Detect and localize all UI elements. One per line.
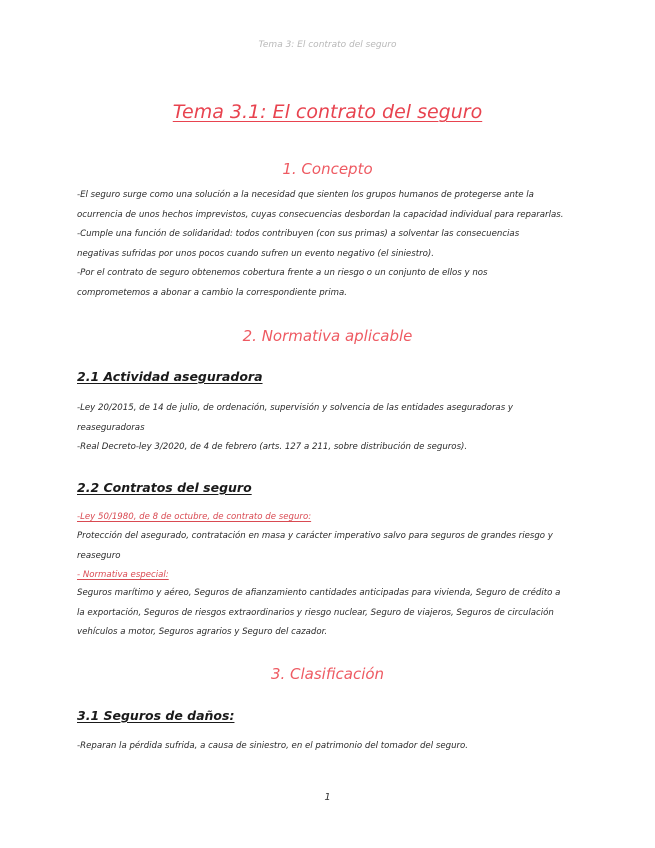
text-line: la exportación, Seguros de riesgos extraordinarios y riesgo nuclear, Seguro de viajeros, Seguros de circulación <box>77 607 554 618</box>
text-line: -El seguro surge como una solución a la necesidad que sienten los grupos humanos de protegerse ante la <box>77 190 534 200</box>
paragraph-danos <box>77 737 577 757</box>
paragraph-concepto <box>77 186 577 303</box>
page-number: 1 <box>324 792 331 803</box>
text-line: vehículos a motor, Seguros agrarios y Seguro del cazador. <box>77 627 328 637</box>
text-line: -Ley 20/2015, de 14 de julio, de ordenación, supervisión y solvencia de las entidades aseguradoras y <box>77 403 513 413</box>
text-line: reaseguradoras <box>77 422 145 433</box>
text-line: -Cumple una función de solidaridad: todos contribuyen (con sus primas) a solventar las consecuencias <box>77 229 520 239</box>
text-line: Seguros marítimo y aéreo, Seguros de afianzamiento cantidades anticipadas para vivienda, Seguro de crédito a <box>77 588 561 598</box>
paragraph-actividad <box>77 399 577 458</box>
document-title <box>0 101 655 123</box>
text-line: -Por el contrato de seguro obtenemos cobertura frente a un riesgo o un conjunto de ellos y nos <box>77 268 488 278</box>
text-line: comprometemos a abonar a cambio la correspondiente prima. <box>77 287 347 298</box>
section-heading-concepto: 1. Concepto <box>282 160 373 178</box>
text-line: ocurrencia de unos hechos imprevistos, cuyas consecuencias desbordan la capacidad individual para repararlas. <box>77 209 564 220</box>
text-line: Protección del asegurado, contratación en masa y carácter imperativo salvo para seguros de grandes riesgo y <box>77 531 553 541</box>
text-line: -Real Decreto-ley 3/2020, de 4 de febrero (arts. 127 a 211, sobre distribución de seguros). <box>77 442 468 452</box>
section-heading-clasificacion: 3. Clasificación <box>270 665 385 683</box>
paragraph-contratos <box>77 508 577 643</box>
subsection-heading-contratos: 2.2 Contratos del seguro <box>77 480 252 495</box>
text-line: negativas sufridas por unos pocos cuando sufren un evento negativo (el siniestro). <box>77 248 434 259</box>
special-regulation-line: - Normativa especial: <box>77 570 169 580</box>
subsection-heading-danos: 3.1 Seguros de daños: <box>77 708 235 723</box>
section-heading-normativa: 2. Normativa aplicable <box>242 327 413 345</box>
running-header: Tema 3: El contrato del seguro <box>258 40 397 50</box>
text-line: -Reparan la pérdida sufrida, a causa de siniestro, en el patrimonio del tomador del seguro. <box>77 741 469 751</box>
law-reference-line: -Ley 50/1980, de 8 de octubre, de contrato de seguro: <box>77 512 312 522</box>
subsection-heading-actividad: 2.1 Actividad aseguradora <box>77 369 263 384</box>
text-line: reaseguro <box>77 550 121 561</box>
document-title-text: Tema 3.1: El contrato del seguro <box>172 101 483 123</box>
